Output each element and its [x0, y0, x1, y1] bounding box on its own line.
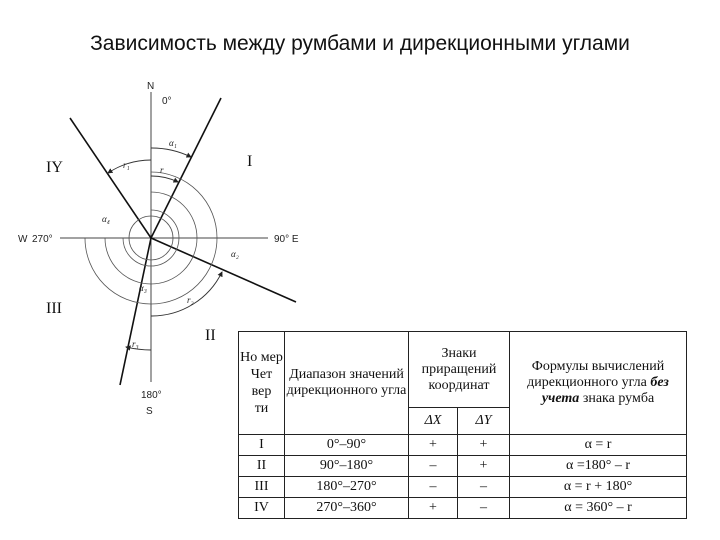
range-header: Диапазон значений дирекционного угла [285, 332, 409, 435]
direction-line-q3 [120, 238, 151, 385]
formula-cell: α =180° – r [510, 456, 687, 477]
quarter-header-1: Чет [250, 367, 273, 382]
west-degree-label: 270° [32, 234, 53, 245]
quarter-header [239, 332, 285, 435]
formulas-header-emphasis: без учета [541, 375, 669, 406]
formula-cell: α = r + 180° [510, 477, 687, 498]
dy-cell: + [458, 435, 510, 456]
range-cell: 180°–270° [285, 477, 409, 498]
table-row [239, 498, 687, 519]
angle-label-a3: α₃ [139, 283, 147, 293]
quadrant-q3-label: III [46, 300, 62, 317]
north-degree-label: 0° [162, 96, 172, 107]
east-label: 90° E [274, 234, 299, 245]
dx-cell: + [409, 498, 458, 519]
angle-label-r3: r₃ [132, 339, 139, 349]
dx-header: ΔX [409, 408, 458, 435]
range-cell: 0°–90° [285, 435, 409, 456]
table-row [239, 477, 687, 498]
dx-cell: – [409, 477, 458, 498]
quarter-header-3: ти [254, 401, 269, 416]
south-degree-label: 180° [141, 390, 162, 401]
quarter-cell: I [239, 435, 285, 456]
angle-label-a4: α₄ [102, 214, 110, 224]
rumb-table [238, 331, 687, 519]
formulas-header [510, 332, 687, 435]
dx-cell: + [409, 435, 458, 456]
signs-header: Знаки приращений координат [409, 332, 510, 408]
formula-cell: α = r [510, 435, 687, 456]
quadrant-q1-label: I [247, 153, 253, 170]
range-cell: 90°–180° [285, 456, 409, 477]
direction-line-q2 [151, 238, 296, 302]
angle-arc-a1 [151, 148, 191, 157]
angle-label-r2: r₂ [187, 295, 194, 305]
page-title: Зависимость между румбами и дирекционными углами [90, 32, 630, 55]
south-label: S [146, 406, 153, 417]
angle-label-r: r [160, 165, 164, 175]
dy-header: ΔY [458, 408, 510, 435]
quarter-header-top: Но мер [240, 350, 283, 365]
angle-label-r1: r₁ [123, 160, 130, 170]
quarter-cell: IV [239, 498, 285, 519]
angle-label-a2: α₂ [231, 249, 239, 259]
angle-arc-r [151, 176, 178, 182]
range-cell: 270°–360° [285, 498, 409, 519]
north-label: N [147, 81, 155, 92]
quarter-header-2: вер [251, 384, 272, 399]
quadrant-q2-label: II [205, 327, 216, 344]
formula-cell: α = 360° – r [510, 498, 687, 519]
dy-cell: – [458, 477, 510, 498]
dx-cell: – [409, 456, 458, 477]
table-row [239, 456, 687, 477]
quarter-cell: II [239, 456, 285, 477]
quadrant-q4-label: IY [46, 159, 63, 176]
dy-cell: – [458, 498, 510, 519]
table-row [239, 435, 687, 456]
formulas-header-text: Формулы вычислений дирекционного угла [527, 359, 665, 390]
quarter-cell: III [239, 477, 285, 498]
formulas-header-tail: знака румба [582, 391, 655, 406]
west-label: W [18, 234, 28, 245]
angle-label-a1: α₁ [169, 138, 177, 148]
dy-cell: + [458, 456, 510, 477]
